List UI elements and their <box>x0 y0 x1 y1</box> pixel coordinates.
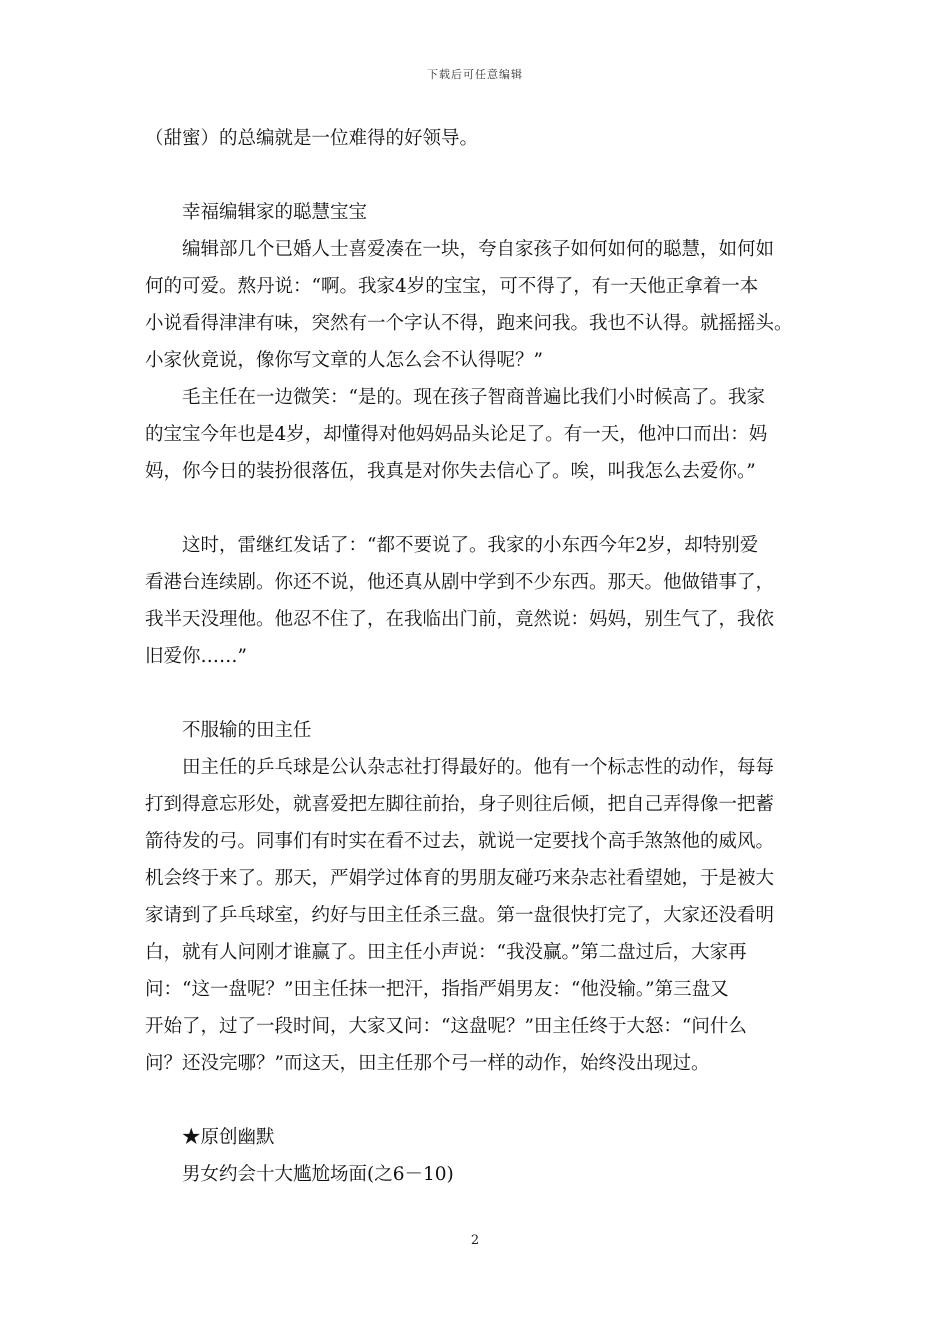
text-line: 毛主任在一边微笑：“是的。现在孩子智商普遍比我们小时候高了。我家 <box>182 387 765 408</box>
text-line: 打到得意忘形处，就喜爱把左脚往前抬，身子则往后倾，把自己弄得像一把蓄 <box>145 794 775 815</box>
text-line: 编辑部几个已婚人士喜爱凑在一块，夸自家孩子如何如何的聪慧，如何如 <box>182 239 775 260</box>
section-heading: ★原创幽默 <box>182 1127 275 1148</box>
paragraph-gap <box>145 157 805 194</box>
text-line: 箭待发的弓。同事们有时实在看不过去，就说一定要找个高手煞煞他的威风。 <box>145 831 775 852</box>
document-body <box>145 120 805 1193</box>
text-line: 的宝宝今年也是4岁，却懂得对他妈妈品头论足了。有一天，他冲口而出：妈 <box>145 424 768 445</box>
text-line: 白，就有人问刚才谁赢了。田主任小声说：“我没赢。”第二盘过后，大家再 <box>145 942 747 963</box>
paragraph-gap <box>145 490 805 527</box>
paragraph-gap <box>145 1082 805 1119</box>
text-line: 何的可爱。熬丹说：“啊。我家4岁的宝宝，可不得了，有一天他正拿着一本 <box>145 276 759 297</box>
text-line: 我半天没理他。他忍不住了，在我临出门前，竟然说：妈妈，别生气了，我依 <box>145 609 775 630</box>
text-line: 问：“这一盘呢？”田主任抹一把汗，指指严娟男友：“他没输。”第三盘又 <box>145 979 729 1000</box>
text-line: 这时，雷继红发话了：“都不要说了。我家的小东西今年2岁，却特别爱 <box>182 535 759 556</box>
section-heading: 男女约会十大尴尬场面(之6－10) <box>182 1164 454 1185</box>
text-line: 田主任的乒乓球是公认杂志社打得最好的。他有一个标志性的动作，每每 <box>182 757 775 778</box>
text-line: 小家伙竟说，像你写文章的人怎么会不认得呢？” <box>145 350 543 371</box>
text-line: 问？还没完哪？”而这天，田主任那个弓一样的动作，始终没出现过。 <box>145 1053 710 1074</box>
header-note: 下载后可任意编辑 <box>427 68 523 81</box>
text-line: 机会终于来了。那天，严娟学过体育的男朋友碰巧来杂志社看望她，于是被大 <box>145 868 775 889</box>
section-heading: 不服输的田主任 <box>182 720 312 741</box>
paragraph-gap <box>145 675 805 712</box>
text-line: 妈，你今日的装扮很落伍，我真是对你失去信心了。唉，叫我怎么去爱你。” <box>145 461 756 482</box>
page-number: 2 <box>470 1233 480 1248</box>
text-line: 小说看得津津有味，突然有一个字认不得，跑来问我。我也不认得。就摇摇头。 <box>145 313 793 334</box>
text-line: 家请到了乒乓球室，约好与田主任杀三盘。第一盘很快打完了，大家还没看明 <box>145 905 775 926</box>
text-line: 开始了，过了一段时间，大家又问：“这盘呢？”田主任终于大怒：“问什么 <box>145 1016 747 1037</box>
text-line: 旧爱你……” <box>145 646 247 667</box>
text-line: 看港台连续剧。你还不说，他还真从剧中学到不少东西。那天。他做错事了， <box>145 572 775 593</box>
text-line: （甜蜜）的总编就是一位难得的好领导。 <box>145 128 479 149</box>
section-heading: 幸福编辑家的聪慧宝宝 <box>182 202 368 223</box>
